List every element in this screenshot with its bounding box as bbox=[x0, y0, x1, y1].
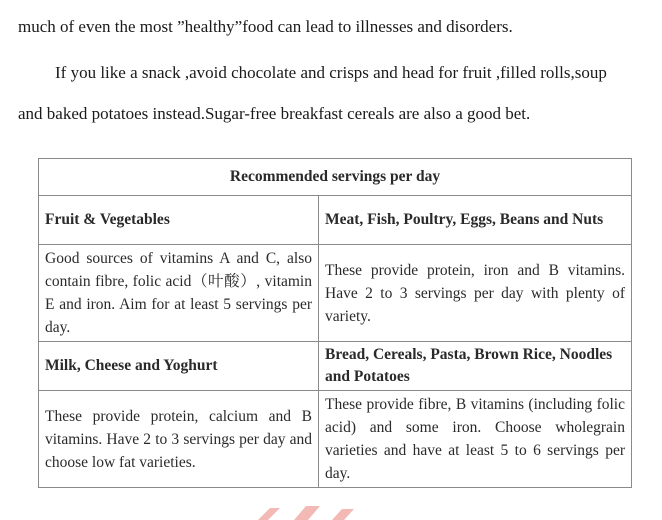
heading-bread-cereals: Bread, Cereals, Pasta, Brown Rice, Noodles and Potatoes bbox=[319, 342, 632, 391]
watermark-fragment bbox=[250, 500, 370, 520]
table-row bbox=[39, 342, 632, 391]
heading-meat-fish: Meat, Fish, Poultry, Eggs, Beans and Nuts bbox=[319, 196, 632, 245]
table-row bbox=[39, 196, 632, 245]
table-title: Recommended servings per day bbox=[39, 159, 632, 196]
body-milk-cheese: These provide protein, calcium and B vitamins. Have 2 to 3 servings per day and choose low fat varieties. bbox=[39, 391, 319, 488]
table-title-row bbox=[39, 159, 632, 196]
paragraph-2: If you like a snack ,avoid chocolate and crisps and head for fruit ,filled rolls,soup bbox=[55, 63, 607, 82]
table-row bbox=[39, 391, 632, 488]
table-row bbox=[39, 245, 632, 342]
body-meat-fish: These provide protein, iron and B vitamins. Have 2 to 3 servings per day with plenty of variety. bbox=[319, 245, 632, 342]
heading-fruit-vegetables: Fruit & Vegetables bbox=[39, 196, 319, 245]
body-bread-cereals: These provide fibre, B vitamins (including folic acid) and some iron. Choose wholegrain varieties and have at least 5 to 6 servings per day. bbox=[319, 391, 632, 488]
body-fruit-vegetables: Good sources of vitamins A and C, also contain fibre, folic acid（叶酸）, vitamin E and iron. Aim for at least 5 servings per day. bbox=[39, 245, 319, 342]
servings-table bbox=[38, 158, 632, 488]
paragraph-1: much of even the most ”healthy”food can lead to illnesses and disorders. bbox=[18, 17, 513, 36]
paragraph-3: and baked potatoes instead.Sugar-free breakfast cereals are also a good bet. bbox=[18, 104, 531, 123]
heading-milk-cheese: Milk, Cheese and Yoghurt bbox=[39, 342, 319, 391]
